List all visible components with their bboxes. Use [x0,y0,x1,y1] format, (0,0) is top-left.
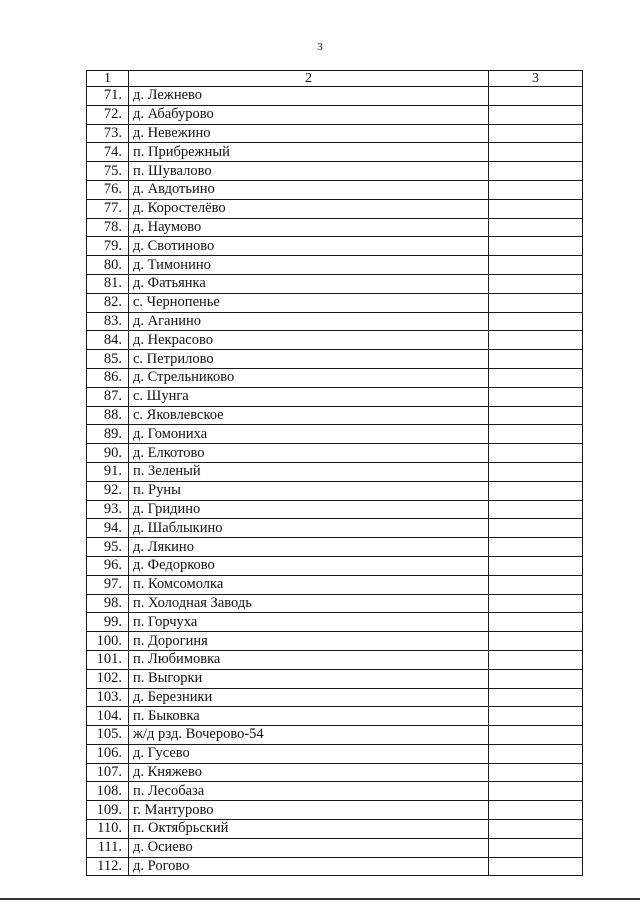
settlement-name: д. Абабурово [129,105,489,124]
table-row [87,425,583,444]
settlement-name: п. Комсомолка [129,575,489,594]
column-3-cell [489,594,583,613]
row-number: 111. [87,838,129,857]
column-header-1: 1 [87,71,129,87]
row-number: 79. [87,237,129,256]
row-number: 81. [87,274,129,293]
table-row [87,838,583,857]
column-3-cell [489,425,583,444]
settlement-name: г. Мантурово [129,801,489,820]
bottom-divider [0,898,640,900]
row-number: 95. [87,538,129,557]
column-3-cell [489,650,583,669]
row-number: 112. [87,857,129,876]
settlement-name: с. Петрилово [129,350,489,369]
table-row [87,820,583,839]
column-3-cell [489,632,583,651]
table-row [87,519,583,538]
row-number: 76. [87,180,129,199]
column-3-cell [489,387,583,406]
column-3-cell [489,331,583,350]
table-row [87,669,583,688]
row-number: 77. [87,199,129,218]
settlement-name: д. Гусево [129,744,489,763]
table-row [87,500,583,519]
settlement-name: п. Прибрежный [129,143,489,162]
table-row [87,726,583,745]
row-number: 105. [87,726,129,745]
column-3-cell [489,256,583,275]
column-3-cell [489,519,583,538]
column-header-2: 2 [129,71,489,87]
settlement-name: п. Шувалово [129,162,489,181]
settlement-name: д. Федорково [129,556,489,575]
settlement-name: д. Шаблыкино [129,519,489,538]
settlement-name: д. Елкотово [129,444,489,463]
settlement-name: п. Руны [129,481,489,500]
column-3-cell [489,500,583,519]
settlement-name: п. Любимовка [129,650,489,669]
row-number: 73. [87,124,129,143]
row-number: 101. [87,650,129,669]
column-3-cell [489,124,583,143]
table-row [87,237,583,256]
row-number: 104. [87,707,129,726]
row-number: 109. [87,801,129,820]
settlement-name: д. Некрасово [129,331,489,350]
settlement-name: п. Зеленый [129,462,489,481]
column-3-cell [489,669,583,688]
row-number: 98. [87,594,129,613]
settlement-name: д. Наумово [129,218,489,237]
settlement-name: д. Княжево [129,763,489,782]
settlement-name: д. Фатьянка [129,274,489,293]
row-number: 107. [87,763,129,782]
settlement-name: д. Лякино [129,538,489,557]
row-number: 102. [87,669,129,688]
row-number: 110. [87,820,129,839]
column-3-cell [489,274,583,293]
settlement-name: д. Гомониха [129,425,489,444]
table-row [87,162,583,181]
row-number: 92. [87,481,129,500]
row-number: 72. [87,105,129,124]
settlement-name: д. Аганино [129,312,489,331]
row-number: 99. [87,613,129,632]
row-number: 89. [87,425,129,444]
settlement-name: д. Березники [129,688,489,707]
column-3-cell [489,838,583,857]
table-header-row [87,71,583,87]
settlements-table [86,70,583,876]
settlement-name: д. Тимонино [129,256,489,275]
column-3-cell [489,688,583,707]
table-row [87,688,583,707]
page-number: 3 [317,41,323,53]
table-row [87,538,583,557]
settlement-name: д. Осиево [129,838,489,857]
table-row [87,613,583,632]
table-row [87,368,583,387]
column-3-cell [489,462,583,481]
column-3-cell [489,199,583,218]
column-3-cell [489,857,583,876]
table-row [87,312,583,331]
column-3-cell [489,820,583,839]
column-3-cell [489,538,583,557]
table-row [87,857,583,876]
table-row [87,406,583,425]
settlement-name: д. Лежнево [129,87,489,106]
row-number: 78. [87,218,129,237]
table-row [87,331,583,350]
settlement-name: п. Лесобаза [129,782,489,801]
column-3-cell [489,406,583,425]
table-row [87,387,583,406]
column-3-cell [489,444,583,463]
table-row [87,350,583,369]
column-3-cell [489,180,583,199]
column-3-cell [489,143,583,162]
table-row [87,782,583,801]
table-row [87,632,583,651]
settlement-name: д. Свотиново [129,237,489,256]
column-3-cell [489,87,583,106]
row-number: 71. [87,87,129,106]
table-row [87,444,583,463]
table-row [87,124,583,143]
table-row [87,744,583,763]
table-row [87,650,583,669]
row-number: 86. [87,368,129,387]
row-number: 87. [87,387,129,406]
row-number: 84. [87,331,129,350]
settlement-name: п. Дорогиня [129,632,489,651]
settlement-name: д. Стрельниково [129,368,489,387]
column-3-cell [489,105,583,124]
column-3-cell [489,350,583,369]
row-number: 83. [87,312,129,331]
table-row [87,143,583,162]
row-number: 93. [87,500,129,519]
column-3-cell [489,237,583,256]
table-row [87,481,583,500]
column-3-cell [489,481,583,500]
column-header-3: 3 [489,71,583,87]
row-number: 74. [87,143,129,162]
row-number: 100. [87,632,129,651]
settlement-name: п. Выгорки [129,669,489,688]
row-number: 108. [87,782,129,801]
table-row [87,293,583,312]
column-3-cell [489,293,583,312]
table-row [87,462,583,481]
settlement-name: ж/д рзд. Вочерово-54 [129,726,489,745]
table-row [87,180,583,199]
row-number: 106. [87,744,129,763]
settlement-name: д. Гридино [129,500,489,519]
settlement-name: п. Холодная Заводь [129,594,489,613]
table-row [87,763,583,782]
settlement-name: д. Авдотьино [129,180,489,199]
row-number: 94. [87,519,129,538]
row-number: 85. [87,350,129,369]
row-number: 96. [87,556,129,575]
column-3-cell [489,782,583,801]
table-row [87,274,583,293]
table-row [87,594,583,613]
settlement-name: п. Горчуха [129,613,489,632]
table-row [87,87,583,106]
table-row [87,801,583,820]
table-row [87,556,583,575]
settlement-name: п. Октябрьский [129,820,489,839]
row-number: 90. [87,444,129,463]
column-3-cell [489,218,583,237]
settlement-name: д. Рогово [129,857,489,876]
column-3-cell [489,744,583,763]
table-row [87,218,583,237]
column-3-cell [489,801,583,820]
settlement-name: с. Шунга [129,387,489,406]
table-row [87,707,583,726]
settlement-name: с. Яковлевское [129,406,489,425]
settlement-name: д. Невежино [129,124,489,143]
row-number: 75. [87,162,129,181]
row-number: 91. [87,462,129,481]
row-number: 82. [87,293,129,312]
table-row [87,575,583,594]
row-number: 80. [87,256,129,275]
column-3-cell [489,368,583,387]
settlement-name: д. Коростелёво [129,199,489,218]
column-3-cell [489,575,583,594]
column-3-cell [489,707,583,726]
row-number: 103. [87,688,129,707]
table-row [87,199,583,218]
column-3-cell [489,613,583,632]
row-number: 97. [87,575,129,594]
row-number: 88. [87,406,129,425]
column-3-cell [489,312,583,331]
column-3-cell [489,726,583,745]
settlement-name: с. Чернопенье [129,293,489,312]
column-3-cell [489,556,583,575]
column-3-cell [489,162,583,181]
settlement-name: п. Быковка [129,707,489,726]
table-row [87,256,583,275]
column-3-cell [489,763,583,782]
table-row [87,105,583,124]
